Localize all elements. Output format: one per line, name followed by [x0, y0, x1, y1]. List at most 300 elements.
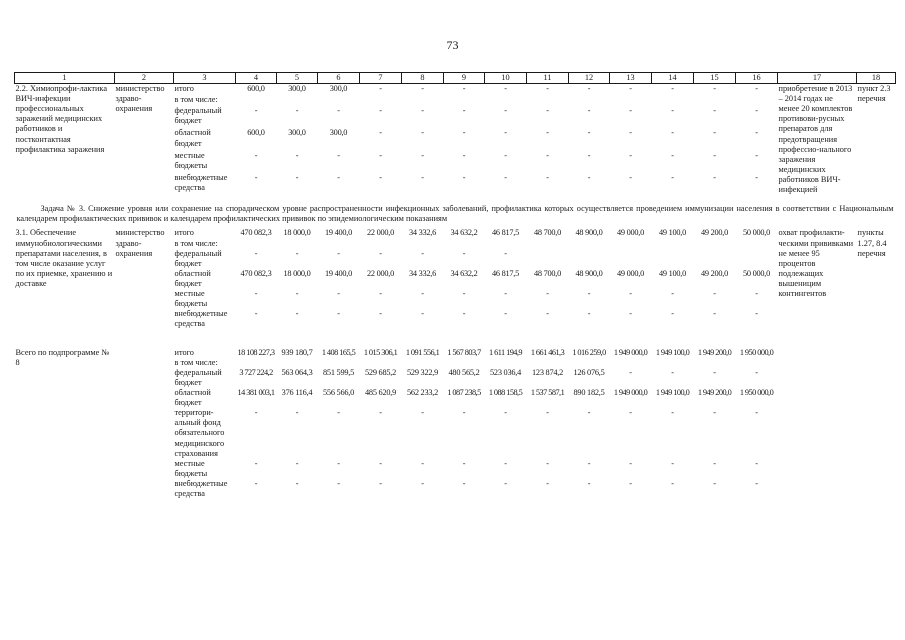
amount-cell: [569, 95, 610, 106]
amount-cell: -: [713, 150, 716, 160]
amount-cell: 563 064,3: [281, 367, 313, 377]
funding-source: областной бюджет: [174, 128, 211, 148]
page-number: 73: [446, 38, 459, 52]
amount-cell: -: [671, 128, 674, 138]
amount-cell: -: [462, 106, 466, 116]
amount-cell: 49 000,0: [616, 228, 645, 238]
amount-cell: [236, 239, 277, 249]
amount-cell: [569, 358, 610, 368]
funding-source: областной бюджет: [174, 268, 211, 288]
amount-cell: 50 000,0: [742, 228, 771, 238]
program-table: [14, 72, 896, 499]
amount-cell: 485 620,9: [365, 387, 396, 397]
amount-cell: -: [504, 128, 507, 138]
amount-cell: [736, 358, 778, 368]
funding-source: федеральный бюджет: [174, 106, 222, 126]
amount-cell: [360, 239, 402, 249]
column-number-13: 13: [610, 73, 652, 84]
amount-cell: -: [421, 84, 424, 93]
table-row: [15, 228, 896, 238]
amount-cell: -: [755, 458, 758, 468]
amount-cell: [736, 249, 778, 269]
amount-cell: 470 082,3: [240, 268, 272, 278]
amount-cell: -: [546, 84, 549, 93]
amount-cell: -: [755, 128, 758, 138]
amount-cell: 126 076,5: [573, 367, 605, 377]
amount-cell: 1 950 000,0: [739, 347, 774, 357]
amount-cell: -: [713, 478, 716, 488]
amount-cell: 1 949 100,0: [655, 347, 690, 357]
amount-cell: -: [421, 248, 424, 258]
column-number-18: 18: [857, 73, 896, 84]
amount-cell: -: [587, 478, 591, 488]
amount-cell: -: [295, 478, 299, 488]
amount-cell: 300,0: [329, 84, 348, 93]
activity-name: 3.1. Обеспечение иммунобиологическими препаратами населения, в том числе оказание услуг по их приемке, хранению и доставке: [15, 228, 113, 288]
indicator-link: пункты 1.27, 8.4 перечня: [857, 228, 887, 258]
amount-cell: [610, 249, 652, 269]
amount-cell: -: [379, 408, 382, 418]
amount-cell: 600,0: [247, 128, 265, 138]
funding-source: в том числе:: [174, 357, 218, 367]
amount-cell: 22 000,0: [366, 268, 395, 278]
amount-cell: 1 016 259,0: [572, 347, 606, 357]
amount-cell: -: [504, 150, 507, 160]
amount-cell: 523 036,4: [490, 367, 521, 377]
amount-cell: -: [629, 367, 632, 377]
amount-cell: -: [379, 150, 382, 160]
amount-cell: -: [462, 309, 466, 319]
amount-cell: -: [629, 128, 632, 138]
amount-cell: [694, 249, 736, 269]
amount-cell: -: [421, 106, 424, 116]
amount-cell: 1 088 158,5: [488, 387, 523, 397]
amount-cell: -: [295, 309, 299, 319]
amount-cell: -: [713, 309, 716, 319]
amount-cell: [485, 239, 527, 249]
amount-cell: 1 567 803,7: [447, 347, 481, 357]
amount-cell: 300,0: [329, 128, 348, 138]
amount-cell: -: [713, 84, 716, 93]
column-number-3: 3: [174, 73, 236, 84]
amount-cell: [527, 95, 569, 106]
amount-cell: -: [254, 172, 258, 182]
amount-cell: [610, 95, 652, 106]
amount-cell: -: [379, 248, 382, 258]
amount-cell: [610, 239, 652, 249]
task-row: [15, 195, 896, 228]
amount-cell: -: [504, 106, 507, 116]
amount-cell: -: [713, 106, 716, 116]
amount-cell: 50 000,0: [742, 268, 771, 278]
amount-cell: -: [587, 458, 591, 468]
amount-cell: -: [755, 289, 758, 299]
amount-cell: 1 015 306,1: [363, 347, 398, 357]
amount-cell: 300,0: [288, 128, 306, 138]
column-number-row: [15, 73, 896, 84]
amount-cell: -: [713, 458, 716, 468]
amount-cell: -: [629, 106, 632, 116]
amount-cell: 1 661 461,3: [530, 347, 565, 357]
amount-cell: 1 949 100,0: [655, 387, 690, 397]
amount-cell: 34 632,2: [450, 228, 478, 238]
amount-cell: [236, 95, 277, 106]
amount-cell: [527, 358, 569, 368]
amount-cell: 1 950 000,0: [739, 387, 774, 397]
column-number-15: 15: [694, 73, 736, 84]
amount-cell: -: [713, 408, 716, 418]
amount-cell: -: [379, 172, 382, 182]
amount-cell: 46 817,5: [491, 228, 520, 238]
amount-cell: [360, 95, 402, 106]
amount-cell: -: [337, 478, 340, 488]
amount-cell: 480 565,2: [448, 367, 480, 377]
funding-source: областной бюджет: [174, 387, 211, 408]
amount-cell: -: [379, 106, 382, 116]
amount-cell: 48 900,0: [575, 228, 603, 238]
funding-source: местные бюджеты: [174, 150, 208, 170]
amount-cell: 600,0: [247, 84, 265, 93]
amount-cell: -: [629, 458, 632, 468]
amount-cell: -: [462, 128, 466, 138]
amount-cell: 939 180,7: [281, 347, 313, 357]
amount-cell: -: [546, 289, 549, 299]
amount-cell: -: [462, 248, 466, 258]
amount-cell: 49 200,0: [700, 228, 729, 238]
amount-cell: -: [629, 172, 632, 182]
amount-cell: -: [671, 367, 674, 377]
amount-cell: 48 900,0: [575, 268, 603, 278]
amount-cell: -: [587, 289, 591, 299]
amount-cell: -: [587, 84, 591, 93]
amount-cell: -: [379, 289, 382, 299]
amount-cell: [527, 239, 569, 249]
amount-cell: 1 611 194,9: [488, 347, 523, 357]
amount-cell: -: [421, 408, 424, 418]
amount-cell: -: [337, 289, 340, 299]
amount-cell: -: [254, 309, 258, 319]
amount-cell: -: [421, 128, 424, 138]
amount-cell: 376 116,4: [281, 387, 313, 397]
amount-cell: [444, 358, 485, 368]
amount-cell: [652, 249, 694, 269]
amount-cell: -: [295, 150, 299, 160]
column-number-1: 1: [15, 73, 115, 84]
amount-cell: 49 100,0: [658, 228, 687, 238]
amount-cell: -: [587, 128, 591, 138]
amount-cell: -: [337, 248, 340, 258]
amount-cell: -: [546, 408, 549, 418]
amount-cell: -: [504, 309, 507, 319]
amount-cell: [402, 239, 444, 249]
amount-cell: -: [421, 289, 424, 299]
funding-source: местные бюджеты: [174, 289, 208, 309]
executor: [115, 348, 174, 500]
column-number-5: 5: [277, 73, 318, 84]
amount-cell: -: [587, 309, 591, 319]
amount-cell: -: [546, 309, 549, 319]
amount-cell: -: [504, 478, 507, 488]
amount-cell: [360, 358, 402, 368]
amount-cell: 123 874,2: [532, 367, 563, 377]
amount-cell: [236, 358, 277, 368]
column-number-17: 17: [778, 73, 857, 84]
amount-cell: -: [755, 172, 758, 182]
amount-cell: 1 949 000,0: [613, 347, 648, 357]
amount-cell: 890 182,5: [573, 387, 605, 397]
amount-cell: 48 700,0: [533, 268, 562, 278]
amount-cell: -: [254, 248, 258, 258]
indicator-link: пункт 2.3 перечня: [857, 84, 891, 104]
amount-cell: -: [504, 84, 507, 93]
amount-cell: -: [587, 172, 591, 182]
amount-cell: -: [504, 289, 507, 299]
amount-cell: -: [504, 248, 507, 258]
amount-cell: -: [337, 458, 340, 468]
amount-cell: 34 332,6: [408, 228, 437, 238]
funding-source: внебюджетные средства: [174, 172, 228, 193]
funding-source: итого: [174, 228, 194, 238]
amount-cell: -: [462, 458, 466, 468]
amount-cell: 19 400,0: [324, 228, 353, 238]
amount-cell: -: [421, 172, 424, 182]
amount-cell: [610, 358, 652, 368]
amount-cell: -: [504, 408, 507, 418]
amount-cell: -: [671, 84, 674, 93]
amount-cell: 18 108 227,3: [237, 347, 275, 357]
amount-cell: [277, 239, 318, 249]
amount-cell: -: [755, 84, 758, 93]
amount-cell: -: [379, 309, 382, 319]
amount-cell: -: [587, 150, 591, 160]
amount-cell: [569, 249, 610, 269]
amount-cell: -: [629, 478, 632, 488]
table-row: [15, 348, 896, 358]
amount-cell: 3 727 224,2: [239, 367, 273, 377]
amount-cell: -: [629, 309, 632, 319]
amount-cell: -: [295, 289, 299, 299]
amount-cell: [318, 239, 360, 249]
amount-cell: -: [755, 106, 758, 116]
executor: министерство здраво-охранения: [115, 84, 165, 114]
amount-cell: [652, 358, 694, 368]
amount-cell: -: [755, 150, 758, 160]
target-indicator: [778, 348, 857, 500]
amount-cell: -: [295, 408, 299, 418]
amount-cell: -: [379, 458, 382, 468]
amount-cell: 470 082,3: [240, 228, 272, 238]
amount-cell: -: [671, 408, 674, 418]
funding-source: итого: [174, 347, 194, 357]
amount-cell: 1 087 238,5: [447, 387, 481, 397]
amount-cell: 529 322,9: [407, 367, 438, 377]
amount-cell: -: [629, 84, 632, 93]
amount-cell: -: [421, 458, 424, 468]
amount-cell: 34 632,2: [450, 268, 478, 278]
amount-cell: -: [254, 478, 258, 488]
indicator-link: [857, 348, 896, 500]
activity-name: 2.2. Химиопрофи-лактика ВИЧ-инфекции профессиональных заражений медицинских работников и постконтактная профилактика заражения: [15, 84, 108, 154]
column-number-14: 14: [652, 73, 694, 84]
amount-cell: -: [379, 128, 382, 138]
amount-cell: 1 091 556,1: [405, 347, 440, 357]
amount-cell: 49 000,0: [616, 268, 645, 278]
amount-cell: -: [546, 150, 549, 160]
amount-cell: 529 685,2: [365, 367, 396, 377]
amount-cell: -: [755, 478, 758, 488]
amount-cell: -: [462, 289, 466, 299]
funding-source: в том числе:: [174, 238, 218, 248]
amount-cell: -: [671, 172, 674, 182]
funding-source: внебюджетные средства: [174, 309, 228, 329]
amount-cell: 18 000,0: [283, 268, 311, 278]
funding-source: местные бюджеты: [174, 458, 208, 478]
amount-cell: [694, 358, 736, 368]
amount-cell: [444, 95, 485, 106]
amount-cell: -: [421, 150, 424, 160]
amount-cell: -: [671, 478, 674, 488]
amount-cell: -: [254, 408, 258, 418]
amount-cell: -: [379, 478, 382, 488]
task-heading: Задача № 3. Снижение уровня или сохранение на спорадическом уровне распространенности инфекционных заболеваний, профилактика которых осуществляется проведением иммунизации населения в соответствии с Национальным календарем профилактических прививок и календарем профилактических прививок по эпидемиологическим показаниям: [16, 204, 894, 224]
amount-cell: 46 817,5: [491, 268, 520, 278]
table-row: [15, 84, 896, 96]
amount-cell: -: [671, 309, 674, 319]
amount-cell: -: [504, 172, 507, 182]
amount-cell: [694, 239, 736, 249]
amount-cell: [277, 358, 318, 368]
amount-cell: 300,0: [288, 84, 306, 93]
amount-cell: -: [713, 172, 716, 182]
column-number-2: 2: [115, 73, 174, 84]
amount-cell: 1 949 200,0: [697, 347, 732, 357]
amount-cell: 14 381 003,1: [237, 387, 275, 397]
amount-cell: [318, 95, 360, 106]
amount-cell: -: [755, 367, 758, 377]
target-indicator: приобретение в 2013 – 2014 годах не менее 20 комплектов противови-русных препаратов для предотвращения профессио-нального заражения медицинских работников ВИЧ-инфекцией: [778, 84, 853, 195]
amount-cell: 34 332,6: [408, 268, 437, 278]
amount-cell: -: [504, 458, 507, 468]
column-number-8: 8: [402, 73, 444, 84]
amount-cell: -: [421, 478, 424, 488]
amount-cell: -: [629, 289, 632, 299]
amount-cell: 1 408 165,5: [321, 347, 356, 357]
amount-cell: -: [254, 458, 258, 468]
funding-source: федеральный бюджет: [174, 248, 222, 268]
amount-cell: [485, 358, 527, 368]
amount-cell: -: [671, 106, 674, 116]
amount-cell: 562 233,2: [407, 387, 438, 397]
amount-cell: -: [546, 106, 549, 116]
activity-name: Всего по подпрограмме № 8: [15, 347, 110, 367]
amount-cell: [485, 95, 527, 106]
amount-cell: -: [546, 172, 549, 182]
column-number-10: 10: [485, 73, 527, 84]
amount-cell: 1 537 587,1: [530, 387, 565, 397]
amount-cell: -: [462, 84, 466, 93]
amount-cell: [569, 239, 610, 249]
amount-cell: -: [546, 458, 549, 468]
column-number-12: 12: [569, 73, 610, 84]
amount-cell: [277, 95, 318, 106]
funding-source: итого: [174, 84, 194, 93]
amount-cell: -: [295, 106, 299, 116]
amount-cell: 1 949 200,0: [697, 387, 732, 397]
amount-cell: [736, 239, 778, 249]
amount-cell: 18 000,0: [283, 228, 311, 238]
amount-cell: [694, 95, 736, 106]
funding-source: территори-альный фонд обязательного медицинского страхования: [174, 408, 225, 458]
column-number-7: 7: [360, 73, 402, 84]
amount-cell: -: [671, 458, 674, 468]
amount-cell: 851 599,5: [323, 367, 354, 377]
amount-cell: -: [671, 150, 674, 160]
amount-cell: -: [587, 408, 591, 418]
amount-cell: [402, 95, 444, 106]
column-number-6: 6: [318, 73, 360, 84]
amount-cell: [527, 249, 569, 269]
amount-cell: 1 949 000,0: [613, 387, 648, 397]
amount-cell: -: [713, 289, 716, 299]
amount-cell: -: [587, 106, 591, 116]
amount-cell: -: [546, 478, 549, 488]
amount-cell: 48 700,0: [533, 228, 562, 238]
amount-cell: -: [755, 408, 758, 418]
amount-cell: -: [295, 172, 299, 182]
amount-cell: -: [462, 150, 466, 160]
column-number-16: 16: [736, 73, 778, 84]
amount-cell: -: [337, 150, 340, 160]
amount-cell: -: [337, 172, 340, 182]
amount-cell: -: [755, 309, 758, 319]
amount-cell: -: [254, 150, 258, 160]
amount-cell: -: [462, 408, 466, 418]
amount-cell: [318, 358, 360, 368]
amount-cell: 49 100,0: [658, 268, 687, 278]
funding-source: внебюджетные средства: [174, 478, 228, 499]
amount-cell: -: [713, 128, 716, 138]
amount-cell: [652, 239, 694, 249]
amount-cell: -: [337, 309, 340, 319]
amount-cell: -: [671, 289, 674, 299]
target-indicator: охват профилакти-ческими прививками не менее 95 процентов подлежащих вышеницим контингентов: [778, 228, 854, 299]
amount-cell: -: [295, 458, 299, 468]
amount-cell: [736, 95, 778, 106]
amount-cell: 22 000,0: [366, 228, 395, 238]
column-number-9: 9: [444, 73, 485, 84]
executor: министерство здраво-охранения: [115, 228, 165, 258]
amount-cell: [652, 95, 694, 106]
budget-table: [14, 72, 894, 499]
amount-cell: -: [337, 106, 340, 116]
amount-cell: 556 566,0: [323, 387, 354, 397]
funding-source: в том числе:: [174, 95, 218, 105]
amount-cell: 49 200,0: [700, 268, 729, 278]
amount-cell: -: [462, 172, 466, 182]
funding-source: федеральный бюджет: [174, 367, 222, 387]
amount-cell: -: [629, 150, 632, 160]
amount-cell: [402, 358, 444, 368]
column-number-4: 4: [236, 73, 277, 84]
amount-cell: -: [713, 367, 716, 377]
amount-cell: -: [546, 128, 549, 138]
amount-cell: -: [254, 106, 258, 116]
amount-cell: -: [254, 289, 258, 299]
amount-cell: [444, 239, 485, 249]
amount-cell: -: [421, 309, 424, 319]
amount-cell: -: [462, 478, 466, 488]
amount-cell: -: [629, 408, 632, 418]
